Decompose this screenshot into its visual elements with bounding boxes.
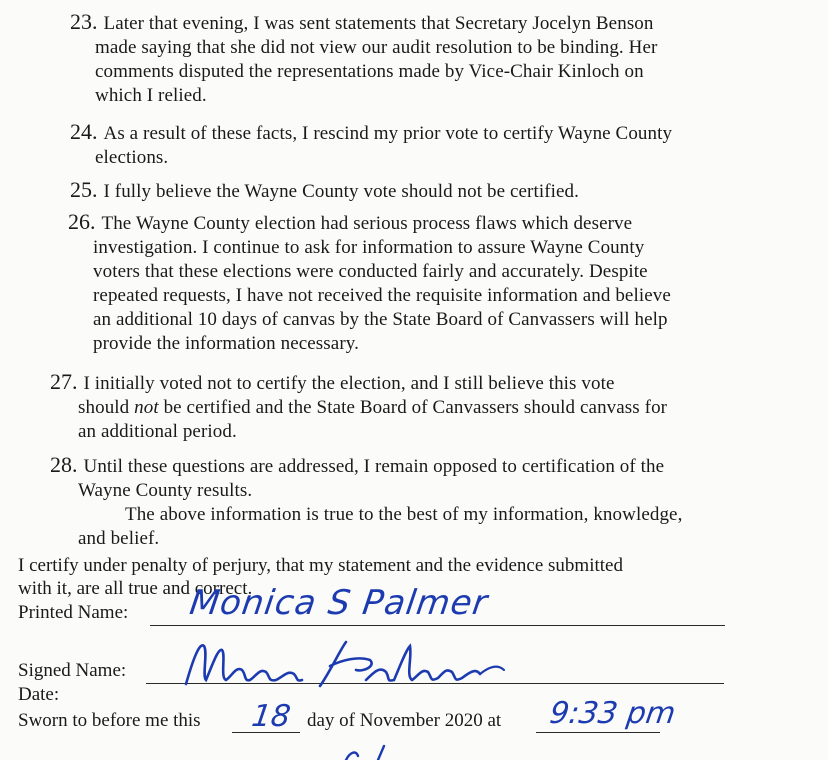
paragraph-line: an additional 10 days of canvas by the State Board of Canvassers will help	[93, 309, 668, 330]
paragraph-line: As a result of these facts, I rescind my prior vote to certify Wayne County	[103, 123, 673, 144]
paragraph-line: voters that these elections were conducted fairly and accurately. Despite	[93, 261, 648, 282]
sworn-time-value: 9:33 pm	[547, 696, 678, 731]
certification-line: with it, are all true and correct.	[18, 578, 253, 599]
paragraph-line: an additional period.	[78, 421, 237, 442]
paragraph-28	[50, 453, 664, 503]
paragraph-number: 25.	[70, 177, 98, 202]
paragraph-line: comments disputed the representations made by Vice-Chair Kinloch on	[95, 61, 644, 82]
closing-statement	[78, 503, 682, 551]
signature	[180, 636, 510, 692]
paragraph-number: 28.	[50, 452, 78, 477]
printed-name-underline	[150, 625, 725, 626]
partial-ink-marks	[0, 740, 828, 760]
paragraph-line: Later that evening, I was sent statements that Secretary Jocelyn Benson	[103, 13, 654, 34]
paragraph-line: repeated requests, I have not received the requisite information and believe	[93, 285, 671, 306]
signature-initial	[320, 642, 372, 686]
signature-graphic	[180, 636, 510, 692]
paragraph-number: 26.	[68, 209, 96, 234]
paragraph-number: 23.	[70, 9, 98, 34]
paragraph-number: 24.	[70, 119, 98, 144]
ink-mark	[378, 746, 384, 760]
paragraph-line: made saying that she did not view our audit resolution to be binding. Her	[95, 37, 658, 58]
signature-tail	[480, 667, 504, 674]
signature-last-name	[366, 646, 480, 681]
paragraph-line: investigation. I continue to ask for information to assure Wayne County	[93, 237, 645, 258]
printed-name-label: Printed Name:	[18, 602, 129, 623]
date-label: Date:	[18, 684, 60, 705]
paragraph-line: Wayne County results.	[78, 480, 253, 501]
paragraph-26	[68, 210, 671, 356]
certification-line: I certify under penalty of perjury, that my statement and the evidence submitted	[18, 555, 623, 576]
paragraph-line: I fully believe the Wayne County vote should not be certified.	[103, 181, 580, 202]
emphasis-not: not	[134, 397, 159, 418]
paragraph-23	[70, 10, 657, 108]
sworn-time-underline	[536, 732, 660, 733]
sworn-prefix: Sworn to before me this	[18, 710, 201, 731]
closing-line: The above information is true to the best of my information, knowledge,	[125, 504, 683, 525]
ink-mark	[346, 753, 358, 760]
paragraph-line: Until these questions are addressed, I remain opposed to certification of the	[83, 456, 665, 477]
closing-line: and belief.	[78, 528, 160, 549]
paragraph-24	[70, 120, 672, 170]
paragraph-25	[70, 178, 579, 204]
paragraph-line: which I relied.	[95, 85, 207, 106]
paragraph-line: elections.	[95, 147, 169, 168]
printed-name-value: Monica S Palmer	[187, 583, 491, 623]
sworn-middle: day of November 2020 at	[307, 710, 502, 731]
signed-name-label: Signed Name:	[18, 660, 127, 681]
paragraph-line-prefix: should	[78, 397, 135, 418]
paragraph-line: The Wayne County election had serious process flaws which deserve	[101, 213, 633, 234]
sworn-day-value: 18	[249, 699, 293, 734]
paragraph-27	[50, 370, 667, 444]
signature-first-name	[186, 645, 302, 684]
paragraph-line: be certified and the State Board of Canvassers should canvass for	[163, 397, 668, 418]
paragraph-line: I initially voted not to certify the election, and I still believe this vote	[83, 373, 615, 394]
paragraph-number: 27.	[50, 369, 78, 394]
paragraph-line: provide the information necessary.	[93, 333, 359, 354]
